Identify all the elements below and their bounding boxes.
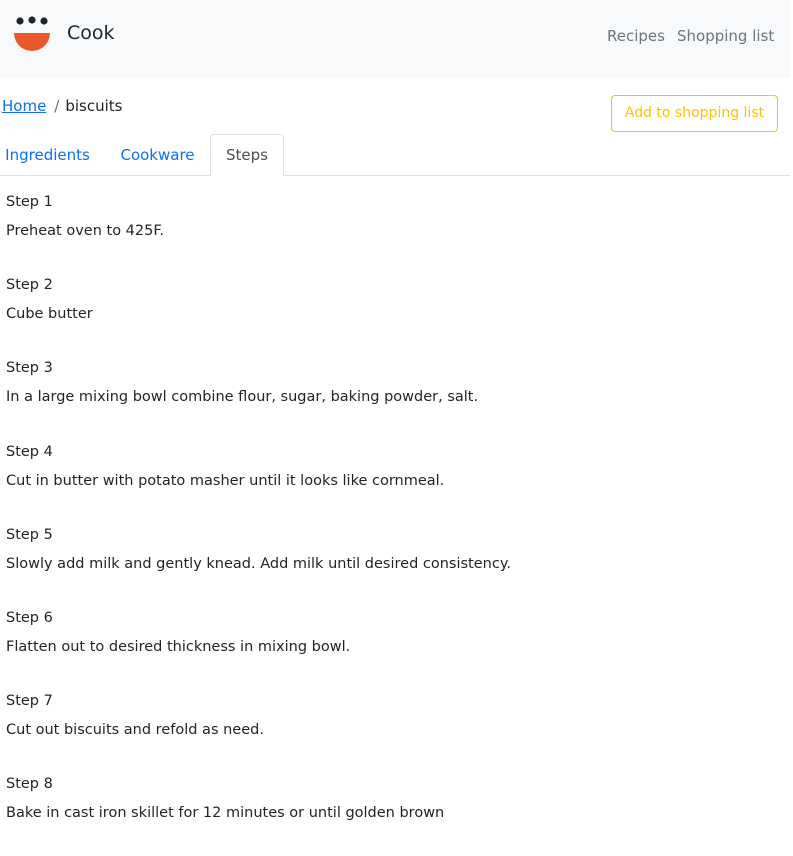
step-item <box>6 523 786 606</box>
smiling-face-logo-icon[interactable] <box>13 16 51 54</box>
step-title: Step 2 <box>6 277 53 294</box>
step-text: Flatten out to desired thickness in mixing bowl. <box>6 638 351 655</box>
step-item <box>6 273 786 356</box>
step-text: Bake in cast iron skillet for 12 minutes or until golden brown <box>6 805 445 822</box>
nav-link-recipes[interactable]: Recipes <box>607 27 665 45</box>
step-title: Step 1 <box>6 194 53 210</box>
step-title: Step 5 <box>6 526 53 543</box>
step-text: Cut out biscuits and refold as need. <box>6 722 264 739</box>
step-item <box>6 772 786 855</box>
step-text: In a large mixing bowl combine flour, sugar, baking powder, salt. <box>6 389 479 406</box>
breadcrumb-current: biscuits <box>65 97 123 115</box>
tab-steps[interactable]: Steps <box>210 134 284 176</box>
step-title: Step 8 <box>6 776 53 793</box>
step-text: Preheat oven to 425F. <box>6 223 164 239</box>
nav-link-shopping-list[interactable]: Shopping list <box>677 27 775 45</box>
steps-list <box>6 190 786 856</box>
step-item <box>6 606 786 689</box>
step-item <box>6 440 786 523</box>
tab-cookware[interactable]: Cookware <box>120 146 195 164</box>
breadcrumb-home-link[interactable]: Home <box>2 97 47 115</box>
step-text: Cut in butter with potato masher until it looks like cornmeal. <box>6 472 445 489</box>
breadcrumb <box>2 96 122 116</box>
add-to-shopping-list-button[interactable]: Add to shopping list <box>611 95 778 132</box>
brand-title[interactable]: Cook <box>67 22 115 44</box>
step-text: Slowly add milk and gently knead. Add milk until desired consistency. <box>6 555 511 572</box>
step-item <box>6 689 786 772</box>
tab-ingredients[interactable]: Ingredients <box>5 146 90 164</box>
step-title: Step 6 <box>6 609 53 626</box>
navbar <box>0 0 790 78</box>
step-title: Step 7 <box>6 693 53 710</box>
breadcrumb-separator: / <box>54 97 60 115</box>
step-title: Step 4 <box>6 443 53 460</box>
step-text: Cube butter <box>6 306 93 323</box>
step-title: Step 3 <box>6 360 53 377</box>
recipe-tabs <box>0 134 790 176</box>
step-item <box>6 356 786 439</box>
step-item <box>6 190 786 273</box>
